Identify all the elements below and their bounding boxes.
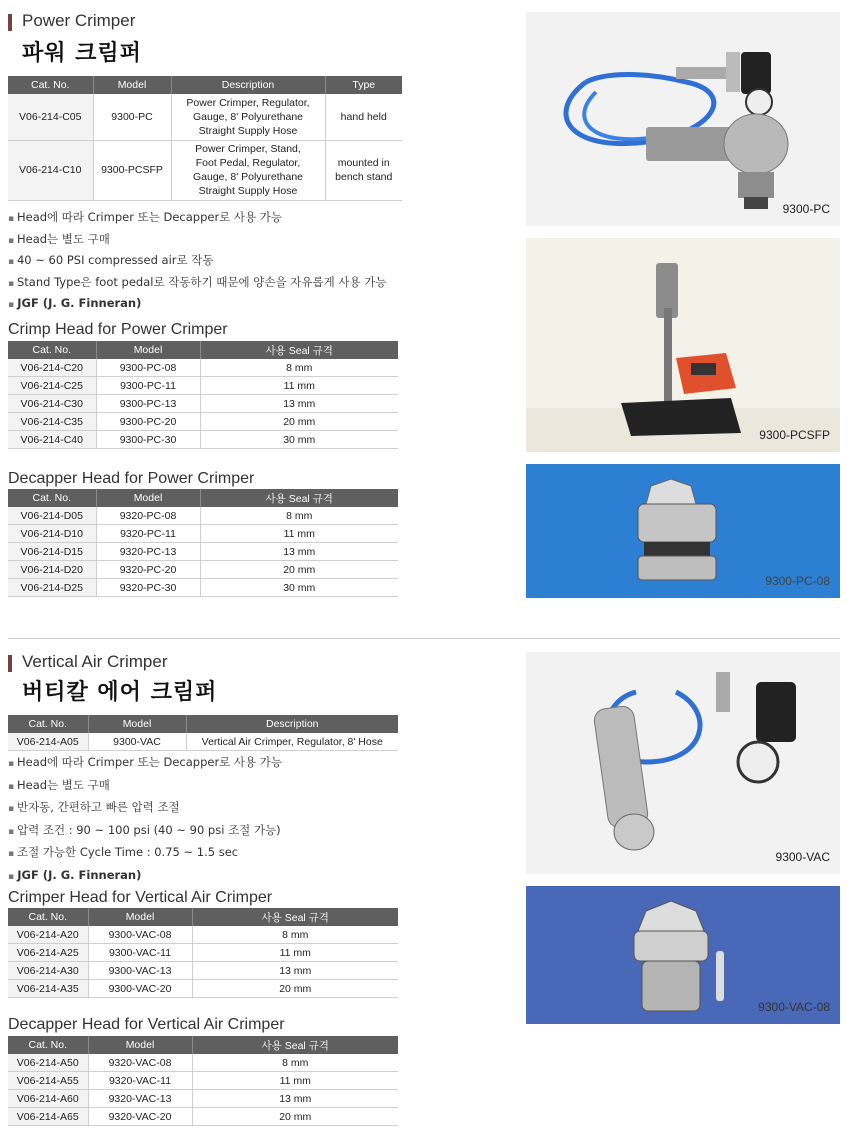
vertical-crimper-features [8, 752, 282, 887]
section-marker [8, 655, 12, 672]
seal-size: 20 mm [192, 980, 398, 998]
model: 9300-PC-20 [96, 413, 200, 431]
col-header: Model [88, 715, 186, 733]
cat-no: V06-214-C35 [8, 413, 96, 431]
vertical-decapper-head-title: Decapper Head for Vertical Air Crimper [8, 1016, 285, 1033]
col-header: Cat. No. [8, 489, 96, 507]
power-crimper-table [8, 76, 402, 201]
cat-no: V06-214-D20 [8, 561, 96, 579]
model: 9320-PC-11 [96, 525, 200, 543]
col-header: Model [93, 76, 171, 94]
cat-no: V06-214-C40 [8, 431, 96, 449]
description [171, 94, 325, 140]
cat-no: V06-214-A25 [8, 944, 88, 962]
description-line: Power Crimper, Stand, [195, 143, 301, 155]
cat-no: V06-214-A35 [8, 980, 88, 998]
model: 9300-PC-13 [96, 395, 200, 413]
table-row [8, 543, 398, 561]
table-row [8, 980, 398, 998]
model: 9320-PC-20 [96, 561, 200, 579]
table-row [8, 1054, 398, 1072]
photo-caption: 9300-VAC-08 [758, 1000, 830, 1014]
vertical-crimper-head-table [8, 908, 398, 998]
cat-no: V06-214-D15 [8, 543, 96, 561]
model: 9320-PC-30 [96, 579, 200, 597]
description-line: Straight Supply Hose [198, 124, 298, 137]
table-row [8, 561, 398, 579]
list-item: ▪ Head는 별도 구매 [8, 775, 282, 798]
list-item: ▪ 압력 조건 : 90 ~ 100 psi (40 ~ 90 psi 조절 가능) [8, 820, 282, 843]
seal-size: 11 mm [200, 525, 398, 543]
model: 9300-VAC-08 [88, 926, 192, 944]
col-header: Cat. No. [8, 341, 96, 359]
model: 9300-VAC-20 [88, 980, 192, 998]
model: 9300-PC [93, 94, 171, 140]
cat-no: V06-214-A20 [8, 926, 88, 944]
crimp-head-title: Crimp Head for Power Crimper [8, 321, 228, 338]
col-header: Cat. No. [8, 715, 88, 733]
seal-size: 20 mm [192, 1108, 398, 1126]
power-crimper-title-en: Power Crimper [22, 11, 136, 30]
list-item: ▪ 40 ~ 60 PSI compressed air로 작동 [8, 251, 386, 273]
cat-no: V06-214-A30 [8, 962, 88, 980]
seal-size: 11 mm [192, 944, 398, 962]
col-header: Cat. No. [8, 1036, 88, 1054]
seal-size: 13 mm [200, 395, 398, 413]
cat-no: V06-214-A50 [8, 1054, 88, 1072]
col-header: Cat. No. [8, 76, 93, 94]
col-header: Model [88, 908, 192, 926]
table-row [8, 507, 398, 525]
cat-no: V06-214-D05 [8, 507, 96, 525]
table-row [8, 359, 398, 377]
seal-size: 13 mm [192, 1090, 398, 1108]
model: 9320-VAC-08 [88, 1054, 192, 1072]
cat-no: V06-214-A65 [8, 1108, 88, 1126]
crimper-head-title: Crimper Head for Vertical Air Crimper [8, 889, 273, 906]
type-line: bench stand [335, 171, 393, 183]
list-item: ▪ Stand Type은 foot pedal로 작동하기 때문에 양손을 자유롭게 사용 가능 [8, 273, 386, 295]
cat-no: V06-214-A55 [8, 1072, 88, 1090]
model: 9320-PC-08 [96, 507, 200, 525]
model: 9300-VAC-11 [88, 944, 192, 962]
col-header: Model [96, 489, 200, 507]
col-header: 사용 Seal 규격 [200, 489, 398, 507]
table-row [8, 579, 398, 597]
table-row [8, 733, 398, 751]
seal-size: 13 mm [200, 543, 398, 561]
table-row [8, 413, 398, 431]
model: 9320-VAC-11 [88, 1072, 192, 1090]
list-item: ▪ Head에 따라 Crimper 또는 Decapper로 사용 가능 [8, 208, 386, 230]
cat-no: V06-214-C20 [8, 359, 96, 377]
decapper-head-title: Decapper Head for Power Crimper [8, 470, 255, 487]
col-header: Type [325, 76, 402, 94]
description-line: Gauge, 8' Polyurethane [193, 110, 303, 123]
product-photo-9300-vac-08 [526, 886, 840, 1024]
cat-no: V06-214-A05 [8, 733, 88, 751]
table-row [8, 94, 402, 140]
vertical-crimper-title-en: Vertical Air Crimper [22, 652, 168, 671]
photo-caption: 9300-PCSFP [759, 428, 830, 442]
model: 9300-VAC [88, 733, 186, 751]
product-photo-9300-pc-08 [526, 464, 840, 598]
type-line: hand held [340, 110, 387, 123]
power-crimper-illustration [526, 12, 840, 226]
col-header: Description [186, 715, 398, 733]
col-header: Model [96, 341, 200, 359]
model: 9320-VAC-13 [88, 1090, 192, 1108]
seal-size: 30 mm [200, 579, 398, 597]
list-item: ▪ Head는 별도 구매 [8, 230, 386, 252]
power-crimper-features [8, 208, 386, 316]
list-item: ▪ 반자동, 간편하고 빠른 압력 조절 [8, 797, 282, 820]
list-item: ▪ 조절 가능한 Cycle Time : 0.75 ~ 1.5 sec [8, 842, 282, 865]
list-item: ▪ Head에 따라 Crimper 또는 Decapper로 사용 가능 [8, 752, 282, 775]
photo-caption: 9300-VAC [775, 850, 830, 864]
seal-size: 11 mm [192, 1072, 398, 1090]
table-row [8, 944, 398, 962]
model: 9300-PC-08 [96, 359, 200, 377]
model: 9300-PC-11 [96, 377, 200, 395]
crimp-head-table [8, 341, 398, 449]
description: Vertical Air Crimper, Regulator, 8' Hose [186, 733, 398, 751]
vertical-decapper-head-table [8, 1036, 398, 1126]
col-header: 사용 Seal 규격 [200, 341, 398, 359]
description-line: Foot Pedal, Regulator, [195, 157, 301, 169]
vertical-crimper-illustration [526, 652, 840, 874]
seal-size: 13 mm [192, 962, 398, 980]
table-row [8, 1090, 398, 1108]
list-item: ▪ JGF (J. G. Finneran) [8, 865, 282, 888]
table-row [8, 431, 398, 449]
seal-size: 11 mm [200, 377, 398, 395]
cat-no: V06-214-D25 [8, 579, 96, 597]
table-row [8, 962, 398, 980]
model: 9320-PC-13 [96, 543, 200, 561]
table-row [8, 395, 398, 413]
product-photo-9300-vac [526, 652, 840, 874]
stand-crimper-illustration [526, 238, 840, 452]
cat-no: V06-214-C30 [8, 395, 96, 413]
model: 9320-VAC-20 [88, 1108, 192, 1126]
product-photo-9300-pcsfp [526, 238, 840, 452]
section-marker [8, 14, 12, 31]
model: 9300-VAC-13 [88, 962, 192, 980]
seal-size: 20 mm [200, 561, 398, 579]
table-row [8, 377, 398, 395]
model: 9300-PC-30 [96, 431, 200, 449]
seal-size: 8 mm [200, 507, 398, 525]
model: 9300-PCSFP [93, 140, 171, 200]
table-row [8, 1108, 398, 1126]
seal-size: 8 mm [200, 359, 398, 377]
cat-no: V06-214-C10 [8, 140, 93, 200]
description-line: Gauge, 8' Polyurethane [193, 171, 303, 183]
cat-no: V06-214-C05 [8, 94, 93, 140]
col-header: Cat. No. [8, 908, 88, 926]
seal-size: 20 mm [200, 413, 398, 431]
photo-caption: 9300-PC-08 [765, 574, 830, 588]
section-divider [8, 638, 840, 639]
type-line: mounted in [337, 157, 390, 169]
cat-no: V06-214-A60 [8, 1090, 88, 1108]
vertical-crimper-title-ko: 버티칼 에어 크림퍼 [22, 680, 218, 705]
seal-size: 8 mm [192, 1054, 398, 1072]
table-row [8, 140, 402, 200]
seal-size: 30 mm [200, 431, 398, 449]
description-line: Straight Supply Hose [198, 185, 298, 197]
cat-no: V06-214-D10 [8, 525, 96, 543]
col-header: Model [88, 1036, 192, 1054]
col-header: Description [171, 76, 325, 94]
col-header: 사용 Seal 규격 [192, 908, 398, 926]
table-row [8, 1072, 398, 1090]
decapper-head-table [8, 489, 398, 597]
table-row [8, 525, 398, 543]
list-item: ▪ JGF (J. G. Finneran) [8, 294, 386, 316]
type [325, 140, 402, 200]
photo-caption: 9300-PC [782, 202, 830, 216]
description [171, 140, 325, 200]
cat-no: V06-214-C25 [8, 377, 96, 395]
description-line: Power Crimper, Regulator, [186, 96, 310, 109]
vertical-crimper-table [8, 715, 398, 751]
table-row [8, 926, 398, 944]
col-header: 사용 Seal 규격 [192, 1036, 398, 1054]
seal-size: 8 mm [192, 926, 398, 944]
type [325, 94, 402, 140]
power-crimper-title-ko: 파워 크림퍼 [22, 41, 142, 66]
product-photo-9300-pc [526, 12, 840, 226]
